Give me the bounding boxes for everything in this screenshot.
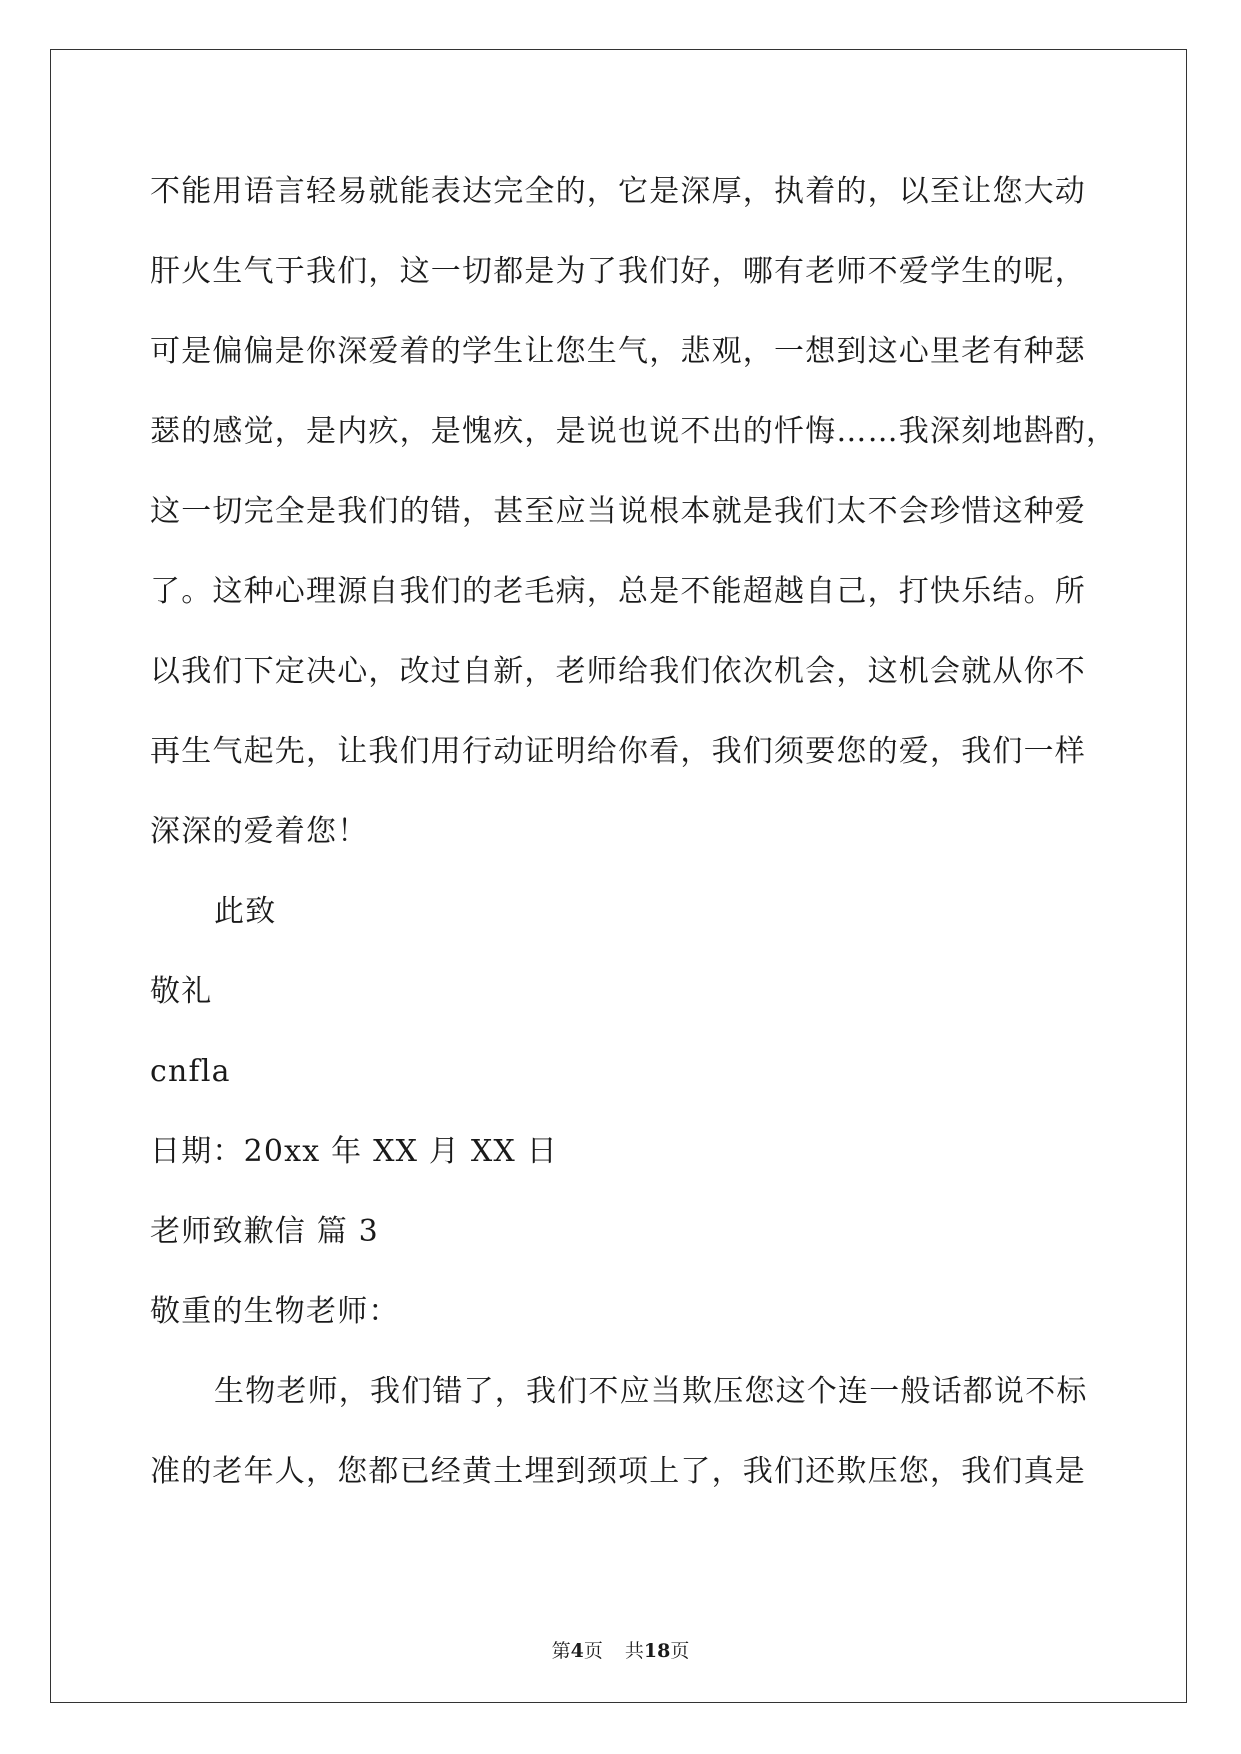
greeting: 敬重的生物老师： xyxy=(150,1294,400,1329)
body-line: 再生气起先，让我们用行动证明给你看，我们须要您的爱，我们一样 xyxy=(150,734,1086,769)
body-line: 瑟的感觉，是内疚，是愧疚，是说也说不出的忏悔……我深刻地斟酌， xyxy=(150,414,1118,449)
page-prefix: 第 xyxy=(551,1640,571,1662)
body-line: 不能用语言轻易就能表达完全的，它是深厚，执着的，以至让您大动 xyxy=(150,174,1086,209)
salute-line: 敬礼 xyxy=(150,974,213,1009)
signature: cnfla xyxy=(150,1054,231,1089)
date-line: 日期：20xx 年 XX 月 XX 日 xyxy=(150,1134,558,1169)
body-line: 可是偏偏是你深爱着的学生让您生气，悲观，一想到这心里老有种瑟 xyxy=(150,334,1086,369)
closing-line: 此致 xyxy=(214,894,277,929)
body-line: 肝火生气于我们，这一切都是为了我们好，哪有老师不爱学生的呢， xyxy=(150,254,1086,289)
page-suffix: 页 xyxy=(583,1640,603,1662)
page-footer xyxy=(0,1638,1241,1664)
body-line: 了。这种心理源自我们的老毛病，总是不能超越自己，打快乐结。所 xyxy=(150,574,1086,609)
page-number: 4 xyxy=(570,1640,584,1662)
total-pages: 18 xyxy=(643,1640,671,1662)
body-line: 深深的爱着您！ xyxy=(150,814,369,849)
total-prefix: 共 xyxy=(624,1640,644,1662)
total-suffix: 页 xyxy=(670,1640,690,1662)
body-line: 准的老年人，您都已经黄土埋到颈项上了，我们还欺压您，我们真是 xyxy=(150,1454,1086,1489)
body-line: 以我们下定决心，改过自新，老师给我们依次机会，这机会就从你不 xyxy=(150,654,1086,689)
body-line: 这一切完全是我们的错，甚至应当说根本就是我们太不会珍惜这种爱 xyxy=(150,494,1086,529)
body-line: 生物老师，我们错了，我们不应当欺压您这个连一般话都说不标 xyxy=(214,1374,1088,1409)
section-title: 老师致歉信 篇 3 xyxy=(150,1214,379,1249)
